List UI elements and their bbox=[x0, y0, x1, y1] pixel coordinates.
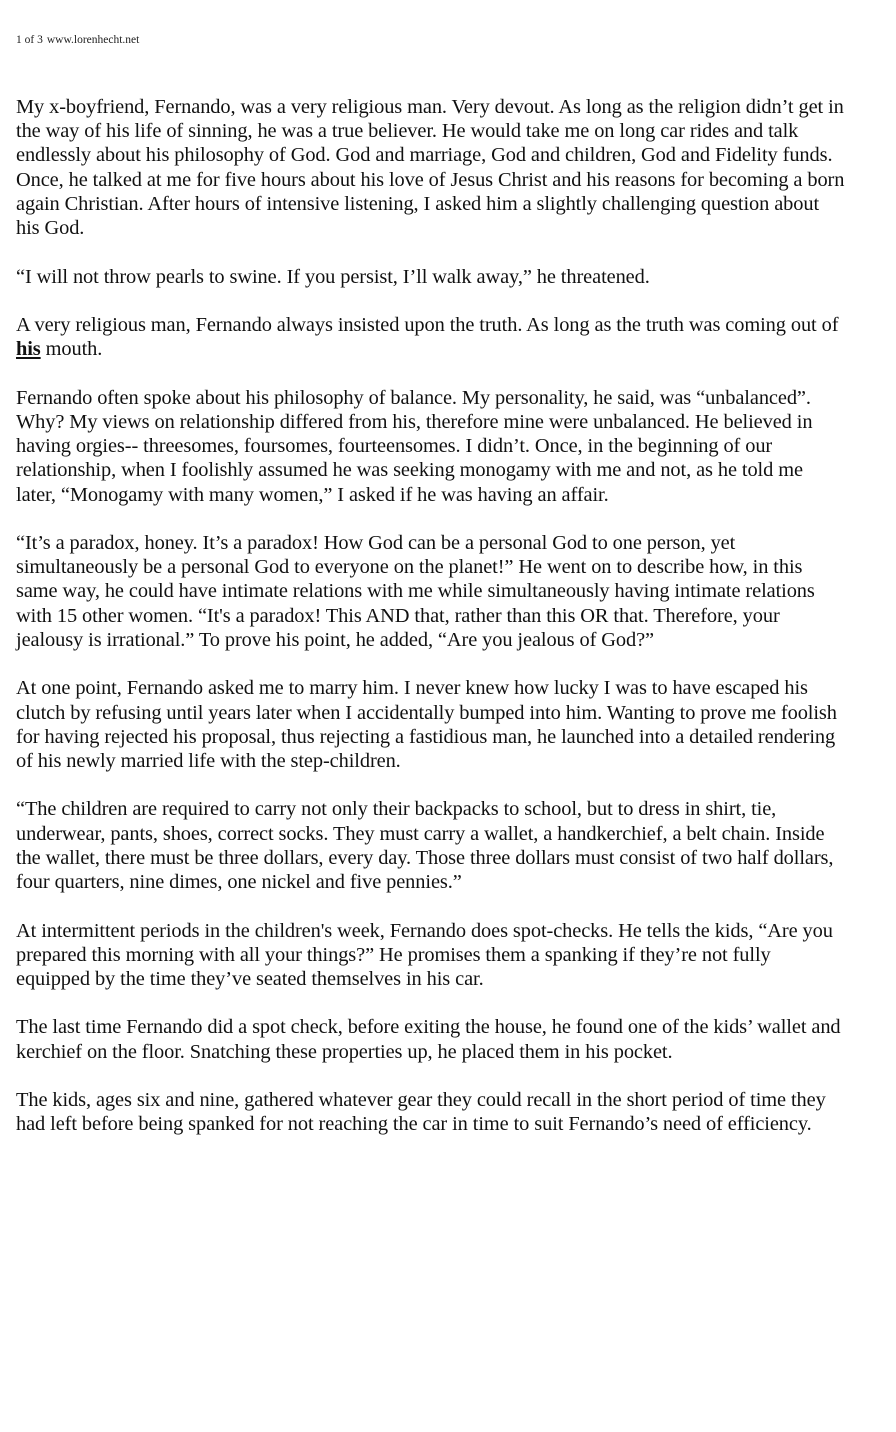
paragraph-9: The last time Fernando did a spot check, before exiting the house, he found one of the kids’ wallet and kerchief on the floor. Snatching these properties up, he placed them in his pocket. bbox=[16, 1016, 841, 1063]
paragraph-4: Fernando often spoke about his philosophy of balance. My personality, he said, was “unbalanced”. Why? My views on relationship differed from his, therefore mine were unbalanced. He believed in having orgies-- threesomes, foursomes, fourteensomes. I didn’t. Once, in the beginning of our relationship, when I foolishly assumed he was seeking monogamy with me and not, as he told me later, “Monogamy with many women,” I asked if he was having an affair. bbox=[16, 386, 813, 506]
paragraph-1: My x-boyfriend, Fernando, was a very religious man. Very devout. As long as the religion didn’t get in the way of his life of sinning, he was a true believer. He would take me on long car rides and talk endlessly about his philosophy of God. God and marriage, God and children, God and Fidelity funds. Once, he talked at me for five hours about his love of Jesus Christ and his reasons for becoming a born again Christian. After hours of intensive listening, I asked him a slightly challenging question about his God. bbox=[16, 96, 845, 240]
paragraph-10: The kids, ages six and nine, gathered whatever gear they could recall in the short period of time they had left before being spanked for not reaching the car in time to suit Fernando’s need of efficiency. bbox=[16, 1089, 826, 1136]
paragraph-3-after: mouth. bbox=[40, 338, 103, 361]
paragraph-7: “The children are required to carry not only their backpacks to school, but to dress in shirt, tie, underwear, pants, shoes, correct socks. They must carry a wallet, a handkerchief, a belt chain. Inside the wallet, there must be three dollars, every day. Those three dollars must consist of two half dollars, four quarters, nine dimes, one nickel and five pennies.” bbox=[16, 798, 834, 894]
page-header bbox=[16, 32, 139, 48]
paragraph-2: “I will not throw pearls to swine. If you persist, I’ll walk away,” he threatened. bbox=[16, 265, 650, 288]
paragraph-5: “It’s a paradox, honey. It’s a paradox! How God can be a personal God to one person, yet simultaneously be a personal God to everyone on the planet!” He went on to describe how, in this same way, he could have intimate relations with me while simultaneously having intimate relations with 15 other women. “It's a paradox! This AND that, rather than this OR that. Therefore, your jealousy is irrational.” To prove his point, he added, “Are you jealous of God?” bbox=[16, 532, 815, 651]
paragraph-3 bbox=[16, 313, 846, 361]
document-body bbox=[16, 95, 846, 1161]
site-url: www.lorenhecht.net bbox=[46, 34, 140, 46]
paragraph-6: At one point, Fernando asked me to marry him. I never knew how lucky I was to have escaped his clutch by refusing until years later when I accidentally bumped into him. Wanting to prove me foolish for having rejected his proposal, thus rejecting a fastidious man, he launched into a detailed rendering of his newly married life with the step-children. bbox=[16, 677, 837, 772]
paragraph-8: At intermittent periods in the children's week, Fernando does spot-checks. He tells the kids, “Are you prepared this morning with all your things?” He promises them a spanking if they’re not fully equipped by the time they’ve seated themselves in his car. bbox=[16, 919, 833, 990]
paragraph-3-before: A very religious man, Fernando always insisted upon the truth. As long as the truth was coming out of bbox=[16, 314, 839, 337]
emphasized-word: his bbox=[16, 338, 41, 361]
page-number: 1 of 3 bbox=[16, 34, 43, 46]
